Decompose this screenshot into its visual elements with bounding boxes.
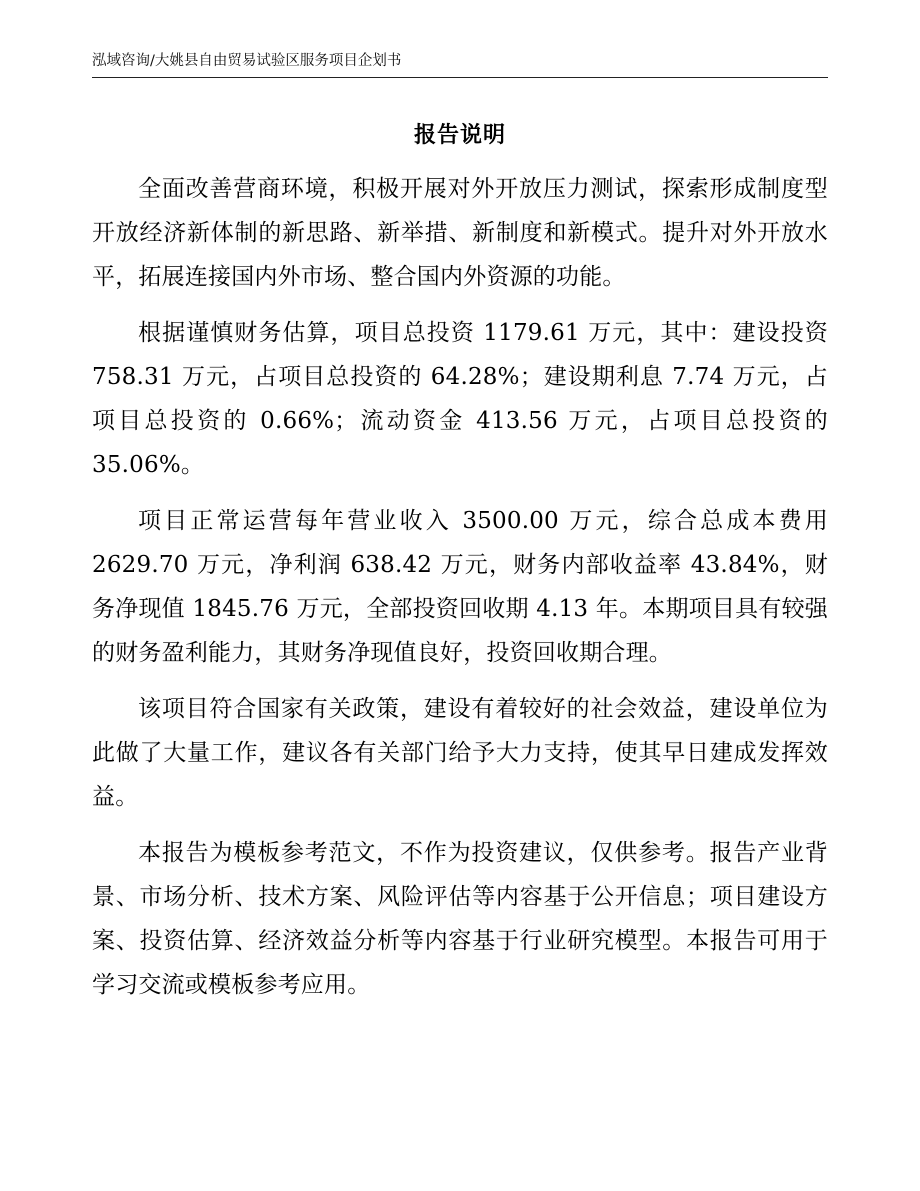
running-header: 泓域咨询/大姚县自由贸易试验区服务项目企划书 [92, 53, 402, 69]
paragraph-intro: 全面改善营商环境，积极开展对外开放压力测试，探索形成制度型开放经济新体制的新思路、新举措、新制度和新模式。提升对外开放水平，拓展连接国内外市场、整合国内外资源的功能。 [92, 176, 828, 290]
paragraph-revenue: 项目正常运营每年营业收入 3500.00 万元，综合总成本费用 2629.70 万元，净利润 638.42 万元，财务内部收益率 43.84%，财务净现值 1845.76 万元，全部投资回收期 4.13 年。本期项目具有较强的财务盈利能力，其财务净现值良好，投资回收期合理。 [92, 508, 828, 666]
paragraph-policy: 该项目符合国家有关政策，建设有着较好的社会效益，建设单位为此做了大量工作，建议各有关部门给予大力支持，使其早日建成发挥效益。 [92, 696, 828, 810]
page-title: 报告说明 [413, 123, 506, 148]
header-divider [92, 77, 828, 78]
paragraph-disclaimer: 本报告为模板参考范文，不作为投资建议，仅供参考。报告产业背景、市场分析、技术方案、风险评估等内容基于公开信息；项目建设方案、投资估算、经济效益分析等内容基于行业研究模型。本报告可用于学习交流或模板参考应用。 [92, 840, 828, 998]
paragraph-investment: 根据谨慎财务估算，项目总投资 1179.61 万元，其中：建设投资 758.31 万元，占项目总投资的 64.28%；建设期利息 7.74 万元，占项目总投资的 0.66%；流动资金 413.56 万元，占项目总投资的 35.06%。 [92, 320, 828, 478]
document-body [92, 167, 828, 1007]
